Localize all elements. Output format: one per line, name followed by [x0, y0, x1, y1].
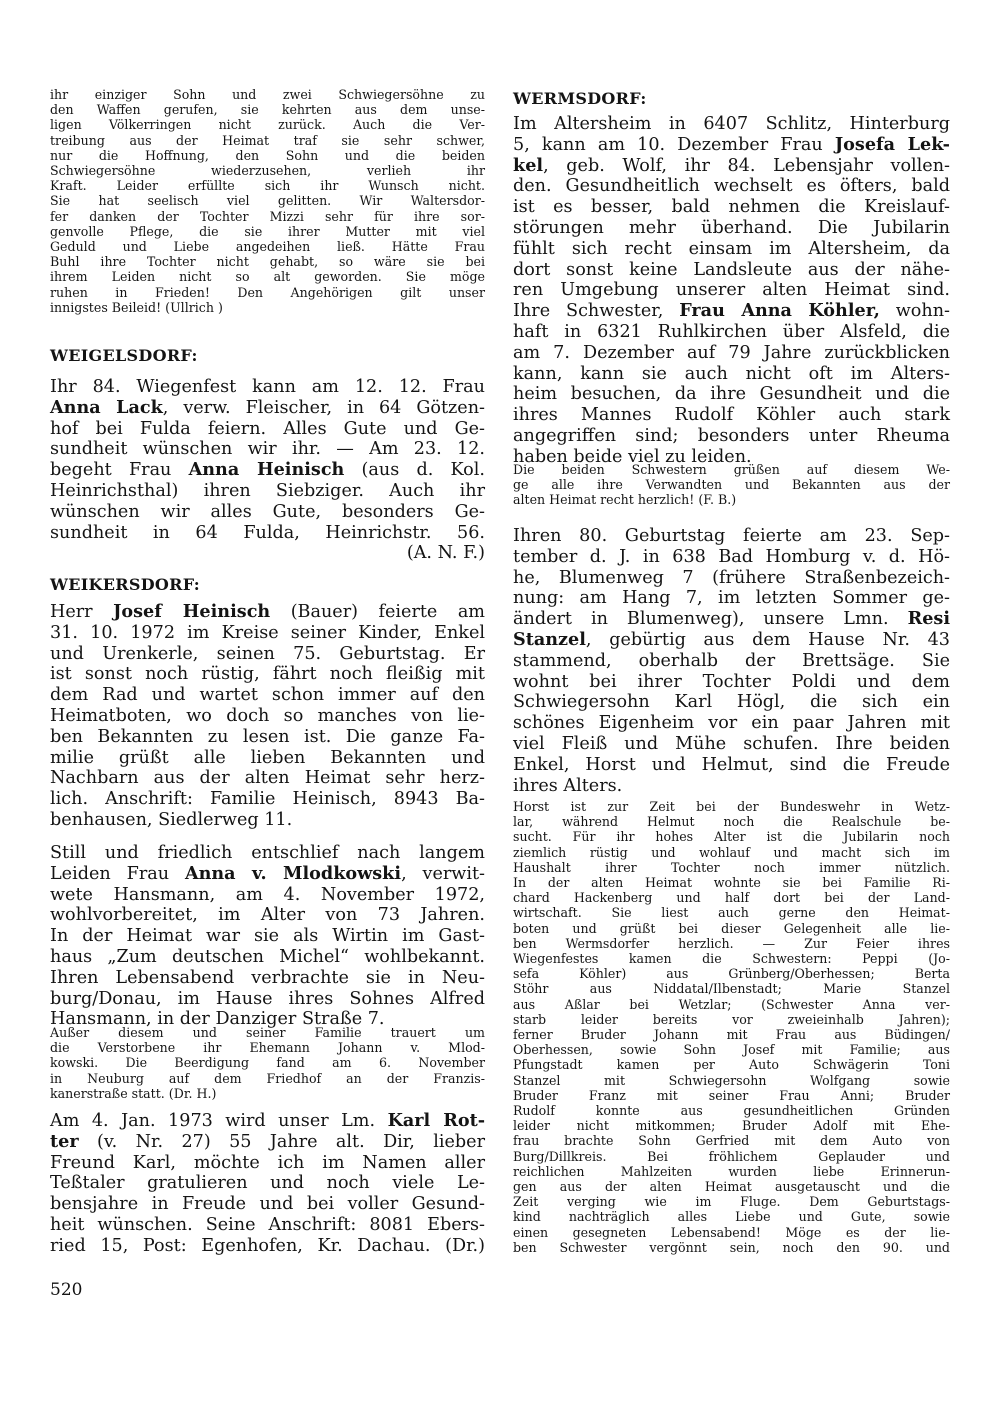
text-line: Still und friedlich entschlief nach langem	[50, 843, 485, 863]
text-line: Nachbarn aus der alten Heimat sehr herz-	[50, 768, 485, 789]
text-line: bensjahre in Freude und bei voller Gesund-	[50, 1194, 485, 1215]
text-line: dort sonst keine Landsleute aus der nähe-	[513, 259, 950, 280]
text-line: innigstes Beileid! (Ullrich )	[50, 299, 223, 315]
text-line: ried 15, Post: Egenhofen, Kr. Dachau. (Dr.)	[50, 1235, 485, 1256]
text-line: Kraft. Leider erfüllte sich ihr Wunsch nicht.	[50, 178, 485, 194]
text-line: ruhen in Frieden! Den Angehörigen gilt unser	[50, 284, 485, 300]
text-line: Ihre Schwester, Frau Anna Köhler, wohn-	[513, 300, 951, 322]
text-line: treibung aus der Heimat traf sie sehr schwer,	[50, 132, 485, 148]
text-line: kowski. Die Beerdigung fand am 6. November	[50, 1055, 485, 1071]
text-line: Ihren Lebensabend verbrachte sie in Neu-	[50, 967, 485, 988]
text-line: Oberhessen, sowie Sohn Josef mit Familie; aus	[513, 1042, 950, 1058]
text-line: Heinrichsthal) ihren Siebziger. Auch ihr	[50, 480, 485, 501]
text-line: sucht. Für ihr hohes Alter ist die Jubilarin noch	[513, 829, 950, 845]
text-line: alten Heimat recht herzlich! (F. B.)	[513, 492, 737, 508]
text-line: dem Rad und wartet schon immer auf den	[50, 685, 485, 706]
text-line: Buhl ihre Tochter nicht gehabt, so wäre sie bei	[50, 254, 485, 270]
text-line: Die beiden Schwestern grüßen auf diesem We-	[513, 462, 950, 477]
bold-name: Anna Heinisch	[188, 459, 345, 481]
text-line: wohnt bei ihrer Tochter Poldi und dem	[513, 671, 950, 692]
text-line: ben Wermsdorfer herzlich. — Zur Feier ihres	[513, 935, 950, 951]
article-mlodkowski-note	[50, 1025, 485, 1101]
text-line: Haushalt ihrer Tochter noch immer nützlich.	[513, 859, 950, 875]
text-line: frau brachte Sohn Gerfried mit dem Auto von	[513, 1133, 950, 1149]
text-line: Anna Lack, verw. Fleischer, in 64 Götzen-	[50, 396, 485, 418]
text-line: ist sonst noch rüstig, fährt noch fleißig mit	[50, 664, 485, 685]
text-line: am 7. Dezember auf 79 Jahre zurückblicken	[513, 342, 950, 363]
text-line: störungen mehr überhand. Die Jubilarin	[513, 217, 950, 238]
text-line: Geduld und Liebe angedeihen ließ. Hätte Frau	[50, 239, 485, 255]
text-line: lich. Anschrift: Familie Heinisch, 8943 Ba-	[50, 789, 485, 810]
article-stanzel	[513, 526, 950, 796]
text-line: boten und grüßt bei dieser Gelegenheit alle lie-	[513, 920, 950, 936]
text-line: ihres Alters.	[513, 775, 623, 796]
section-heading-weigelsdorf: WEIGELSDORF:	[50, 346, 198, 365]
bold-name: Karl Rot-	[387, 1110, 485, 1131]
text-line: ihr einziger Sohn und zwei Schwiegersöhne zu	[50, 87, 485, 102]
article-rotter	[50, 1111, 485, 1257]
text-line: sefa Köhler) aus Grünberg/Oberhessen; Berta	[513, 966, 950, 982]
text-line: genvolle Pflege, die sie ihrer Mutter mit viel	[50, 223, 485, 239]
text-line: Freund Karl, möchte ich im Namen aller	[50, 1152, 485, 1173]
text-line: die Verstorbene ihr Ehemann Johann v. Mlod-	[50, 1040, 485, 1056]
section-heading-weikersdorf: WEIKERSDORF:	[50, 575, 201, 594]
text-line: burg/Donau, im Hause ihres Sohnes Alfred	[50, 988, 485, 1009]
article-weikersdorf	[50, 602, 485, 831]
text-line: heim besuchen, da ihre Gesundheit und die	[513, 384, 950, 405]
text-line: Schwiegersöhne wiederzusehen, verlieh ihr	[50, 163, 485, 179]
text-line: Zeit verging wie im Fluge. Dem Geburtstags-	[513, 1194, 950, 1210]
text-line: Burg/Dillkreis. Bei fröhlichem Geplauder und	[513, 1148, 950, 1164]
text-line: ziemlich rüstig und wohlauf und macht sich im	[513, 844, 950, 860]
bold-name: Anna v. Mlodkowski	[184, 862, 402, 884]
text-line: fühlt sich recht einsam im Altersheim, da	[513, 238, 950, 259]
bold-name: Josefa Lek-	[834, 133, 950, 155]
text-line: sundheit in 64 Fulda, Heinrichstr. 56.	[50, 522, 485, 543]
article-stanzel-note	[513, 799, 950, 1255]
text-line: viel Fleiß und Mühe schufen. Ihre beiden	[513, 733, 950, 754]
text-line: Wiegenfestes kamen die Schwestern: Peppi (Jo-	[513, 951, 950, 967]
text-line: Stanzel, gebürtig aus dem Hause Nr. 43	[513, 628, 950, 650]
text-line: Stanzel mit Schwiegersohn Wolfgang sowie	[513, 1072, 950, 1088]
bold-name: Frau Anna Köhler,	[679, 300, 880, 322]
text-line: starb leider bereits vor zweieinhalb Jahren);	[513, 1011, 950, 1027]
text-line: Im Altersheim in 6407 Schlitz, Hinterburg	[513, 114, 950, 134]
text-line: he, Blumenweg 7 (frühere Straßenbezeich-	[513, 567, 950, 588]
text-line: chard Hackenberg und half dort bei der Land-	[513, 890, 950, 906]
text-line: In der Heimat war sie als Wirtin im Gast-	[50, 926, 485, 947]
text-line: stammend, oberhalb der Brettsäge. Sie	[513, 650, 950, 671]
text-line: gen aus der alten Heimat ausgetauscht und die	[513, 1179, 950, 1195]
text-line: In der alten Heimat wohnte sie bei Familie Ri-	[513, 875, 950, 891]
text-line: ferner Bruder Johann mit Frau aus Büdingen/	[513, 1027, 950, 1043]
text-line: benhausen, Siedlerweg 11.	[50, 809, 293, 830]
text-line: ihres Mannes Rudolf Köhler auch stark	[513, 405, 950, 426]
text-line: hof bei Fulda feiern. Alles Gute und Ge-	[50, 418, 485, 439]
text-line: kind nachträglich alles Liebe und Gute, sowie	[513, 1209, 950, 1225]
bold-name: Anna Lack	[50, 396, 163, 418]
text-line: Ihren 80. Geburtstag feierte am 23. Sep-	[513, 526, 950, 546]
text-line: den Waffen gerufen, sie kehrten aus dem unse-	[50, 102, 485, 118]
text-line: aus Aßlar bei Wetzlar; (Schwester Anna ver-	[513, 996, 950, 1012]
text-line: Herr Josef Heinisch (Bauer) feierte am	[50, 601, 485, 622]
article-mlodkowski	[50, 843, 485, 1030]
text-line: wohlvorbereitet, im Alter von 73 Jahren.	[50, 905, 485, 926]
text-line: 31. 10. 1972 im Kreise seiner Kinder, Enkel	[50, 622, 485, 643]
author-signature: (A. N. F.)	[406, 543, 485, 564]
text-line: Pfungstadt kamen per Auto Schwägerin Toni	[513, 1057, 950, 1073]
text-line: kanerstraße statt. (Dr. H.)	[50, 1085, 217, 1101]
text-line: ren Umgebung unserer alten Heimat sind.	[513, 280, 950, 301]
text-line: ben Schwester vergönnt sein, noch den 90. und	[513, 1239, 950, 1255]
text-line: begeht Frau Anna Heinisch (aus d. Kol.	[50, 459, 485, 481]
text-line: leider nicht mitkommen; Bruder Adolf mit Ehe-	[513, 1118, 950, 1134]
text-line: den. Gesundheitlich wechselt es öfters, bald	[513, 176, 950, 197]
text-line: Ihr 84. Wiegenfest kann am 12. 12. Frau	[50, 377, 485, 397]
text-line: milie grüßt alle lieben Bekannten und	[50, 747, 485, 768]
text-line: tember d. J. in 638 Bad Homburg v. d. Hö-	[513, 546, 950, 567]
article-intro-obituary	[50, 87, 485, 315]
text-line: einen gesegneten Lebensabend! Möge es der lie-	[513, 1224, 950, 1240]
text-line: Außer diesem und seiner Familie trauert um	[50, 1025, 485, 1040]
text-line: ist es besser, bald nehmen die Kreislauf-	[513, 197, 950, 218]
text-line: ligen Völkerringen nicht zurück. Auch die Ver-	[50, 117, 485, 133]
text-line: Stöhr aus Niddatal/Ilbenstadt; Marie Stanzel	[513, 981, 950, 997]
article-lekkel-note	[513, 462, 950, 508]
bold-name: Josef Heinisch	[113, 601, 271, 622]
article-lekkel	[513, 114, 950, 468]
text-line: fer danken der Tochter Mizzi sehr für ihre sor-	[50, 208, 485, 224]
bold-name: Stanzel	[513, 628, 586, 650]
text-line: Teßtaler gratulieren und noch viele Le-	[50, 1173, 485, 1194]
text-line: wünschen wir alles Gute, besonders Ge-	[50, 501, 485, 522]
text-line: kel, geb. Wolf, ihr 84. Lebensjahr vollen-	[513, 154, 950, 176]
text-line: Horst ist zur Zeit bei der Bundeswehr in Wetz-	[513, 799, 950, 814]
text-line: ihrem Leiden nicht so alt geworden. Sie möge	[50, 269, 485, 285]
text-line: haft in 6321 Ruhlkirchen über Alsfeld, die	[513, 321, 950, 342]
section-heading-wermsdorf: WERMSDORF:	[513, 89, 647, 108]
text-line: lar, während Helmut noch die Realschule be-	[513, 814, 950, 830]
text-line: ge alle ihre Verwandten und Bekannten aus der	[513, 477, 950, 493]
text-line: Sie hat seelisch viel gelitten. Wir Waltersdor-	[50, 193, 485, 209]
text-line: und Urenkerle, seinen 75. Geburtstag. Er	[50, 643, 485, 664]
text-line: wirtschaft. Sie liest auch gerne den Heimat-	[513, 905, 950, 921]
text-line: sundheit wünschen wir ihr. — Am 23. 12.	[50, 439, 485, 460]
text-line: Hansmann, in der Danziger Straße 7.	[50, 1009, 385, 1030]
text-line: Leiden Frau Anna v. Mlodkowski, verwit-	[50, 862, 486, 884]
text-line: ändert in Blumenweg), unsere Lmn. Resi	[513, 608, 950, 630]
text-line: Heimatboten, wo doch so manches von lie-	[50, 705, 485, 726]
bold-name: Resi	[907, 608, 950, 630]
text-line: 5, kann am 10. Dezember Frau Josefa Lek-	[513, 133, 950, 155]
bold-name: ter	[50, 1130, 79, 1152]
text-line: kann, kann sie auch nicht oft im Alters-	[513, 363, 950, 384]
text-line: Schwiegersohn Karl Högl, die sich ein	[513, 692, 950, 713]
text-line: reichlichen Mahlzeiten wurden liebe Erinnerun-	[513, 1163, 950, 1179]
text-line: haus „Zum deutschen Michel“ wohlbekannt.	[50, 946, 485, 967]
text-line: Am 4. Jan. 1973 wird unser Lm. Karl Rot-	[50, 1110, 485, 1131]
text-line: ben Bekannten zu lesen ist. Die ganze Fa-	[50, 726, 485, 747]
text-line: in Neuburg auf dem Friedhof an der Franzis-	[50, 1070, 485, 1086]
page-number: 520	[50, 1280, 83, 1300]
text-line: ter (v. Nr. 27) 55 Jahre alt. Dir, lieber	[50, 1130, 485, 1152]
text-line: Bruder Franz mit seiner Frau Anni; Bruder	[513, 1087, 950, 1103]
text-line: haben beide viel zu leiden.	[513, 446, 752, 467]
bold-name: kel	[513, 154, 544, 176]
text-line: angegriffen sind; besonders unter Rheuma	[513, 425, 950, 446]
text-line: Rudolf konnte aus gesundheitlichen Gründen	[513, 1103, 950, 1119]
text-line: Enkel, Horst und Helmut, sind die Freude	[513, 754, 950, 775]
article-weigelsdorf	[50, 377, 485, 564]
text-line: wete Hansmann, am 4. November 1972,	[50, 884, 485, 905]
text-line: nung: am Hang 7, im letzten Sommer ge-	[513, 588, 950, 609]
text-line: schönes Eigenheim vor ein paar Jahren mit	[513, 713, 950, 734]
text-line: heit wünschen. Seine Anschrift: 8081 Ebers-	[50, 1214, 485, 1235]
text-line: nur die Hoffnung, den Sohn und die beiden	[50, 147, 485, 163]
